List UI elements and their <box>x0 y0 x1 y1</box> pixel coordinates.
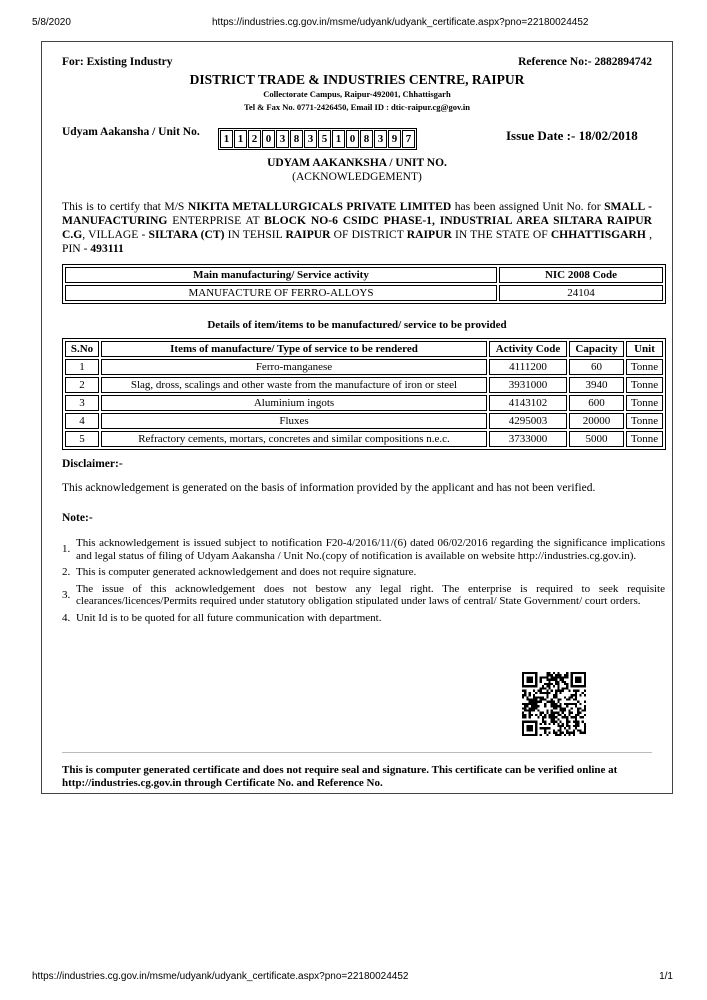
items-table <box>62 338 666 450</box>
unit-digit-box: 9 <box>388 130 401 148</box>
note-text: This acknowledgement is issued subject to notification F20-4/2016/11/(6) dated 06/02/2016 regarding the significance implications and legal status of filing of Udyam Aakansha / Unit No.(copy of notification is available on website http://industries.cg.gov.in). <box>76 537 665 562</box>
item-sno: 4 <box>65 413 99 429</box>
item-description: Aluminium ingots <box>101 395 487 411</box>
item-capacity: 60 <box>569 359 624 375</box>
item-activity-code: 4111200 <box>489 359 567 375</box>
item-capacity: 5000 <box>569 431 624 447</box>
enterprise-category: SMALL - MANUFACTURING <box>62 200 652 227</box>
unit-number-boxes <box>218 128 417 150</box>
unit-digit-box: 1 <box>220 130 233 148</box>
footer-note: This is computer generated certificate and does not require seal and signature. This certificate can be verified online at http://industries.cg.gov.in through Certificate No. and Reference No. <box>62 764 618 789</box>
items-heading: Details of item/items to be manufactured/ service to be provided <box>207 319 507 331</box>
enterprise-address: BLOCK NO-6 CSIDC PHASE-1, INDUSTRIAL AREA SILTARA RAIPUR C.G <box>62 214 653 241</box>
item-capacity: 3940 <box>569 377 624 393</box>
print-url-footer: https://industries.cg.gov.in/msme/udyank/udyank_certificate.aspx?pno=22180024452 <box>32 971 409 982</box>
note-text: This is computer generated acknowledgement and does not require signature. <box>76 566 417 579</box>
item-unit: Tonne <box>626 413 663 429</box>
table-row <box>65 359 663 375</box>
office-contact: Tel & Fax No. 0771-2426450, Email ID : dtic-raipur.cg@gov.in <box>244 102 470 112</box>
note-item <box>62 537 665 562</box>
activity-header: Main manufacturing/ Service activity <box>65 267 497 283</box>
note-item <box>62 566 665 579</box>
item-capacity: 20000 <box>569 413 624 429</box>
nic-code: 24104 <box>499 285 663 301</box>
disclaimer-heading: Disclaimer:- <box>62 458 123 470</box>
company-name: NIKITA METALLURGICALS PRIVATE LIMITED <box>187 200 452 213</box>
state: CHHATTISGARH <box>550 228 646 241</box>
nic-header: NIC 2008 Code <box>499 267 663 283</box>
item-description: Ferro-manganese <box>101 359 487 375</box>
item-description: Refractory cements, mortars, concretes and similar compositions n.e.c. <box>101 431 487 447</box>
unit-digit-box: 1 <box>234 130 247 148</box>
unit-digit-box: 0 <box>262 130 275 148</box>
unit-digit-box: 7 <box>402 130 415 148</box>
note-text: The issue of this acknowledgement does not bestow any legal right. The enterprise is required to seek requisite clearances/licences/Permits required under statutory obligation stipulated under laws of central/ State Government/ court orders. <box>76 582 665 608</box>
col-sno: S.No <box>65 341 99 357</box>
document-title: UDYAM AAKANKSHA / UNIT NO. <box>267 157 447 169</box>
print-url-header: https://industries.cg.gov.in/msme/udyank/udyank_certificate.aspx?pno=22180024452 <box>212 17 589 28</box>
table-row <box>65 377 663 393</box>
unit-digit-box: 3 <box>304 130 317 148</box>
main-activity: MANUFACTURE OF FERRO-ALLOYS <box>65 285 497 301</box>
reference-number: Reference No:- 2882894742 <box>518 56 652 68</box>
unit-digit-box: 0 <box>346 130 359 148</box>
item-capacity: 600 <box>569 395 624 411</box>
item-activity-code: 3733000 <box>489 431 567 447</box>
activity-table <box>62 264 666 304</box>
tehsil: RAIPUR <box>285 228 331 241</box>
col-unit: Unit <box>626 341 663 357</box>
item-unit: Tonne <box>626 431 663 447</box>
note-number: 4. <box>62 611 71 624</box>
table-row <box>65 395 663 411</box>
col-activity-code: Activity Code <box>489 341 567 357</box>
unit-digit-box: 3 <box>374 130 387 148</box>
industry-type: For: Existing Industry <box>62 56 173 68</box>
item-description: Fluxes <box>101 413 487 429</box>
certify-paragraph: This is to certify that M/S NIKITA METALLURGICALS PRIVATE LIMITED has been assigned Unit No. for SMALL - MANUFACTURING ENTERPRISE AT BLOCK NO-6 CSIDC PHASE-1, INDUSTRIAL AREA SILTARA RAIPUR C.G, VILLAGE - SILTARA (CT) IN TEHSIL RAIPUR OF DISTRICT RAIPUR IN THE STATE OF CHHATTISGARH , PIN - 493111 <box>62 200 653 255</box>
unit-digit-box: 5 <box>318 130 331 148</box>
note-item <box>62 583 665 608</box>
note-number: 3. <box>62 589 71 602</box>
table-row <box>65 431 663 447</box>
village: SILTARA (CT) <box>148 228 225 241</box>
unit-digit-box: 3 <box>276 130 289 148</box>
col-capacity: Capacity <box>569 341 624 357</box>
unit-digit-box: 8 <box>290 130 303 148</box>
document-subtitle: (ACKNOWLEDGEMENT) <box>292 171 422 183</box>
item-sno: 2 <box>65 377 99 393</box>
unit-digit-box: 8 <box>360 130 373 148</box>
note-number: 1. <box>62 543 71 556</box>
unit-digit-box: 1 <box>332 130 345 148</box>
disclaimer-text: This acknowledgement is generated on the basis of information provided by the applicant and has not been verified. <box>62 482 596 494</box>
item-activity-code: 4143102 <box>489 395 567 411</box>
item-unit: Tonne <box>626 377 663 393</box>
col-item: Items of manufacture/ Type of service to be rendered <box>101 341 487 357</box>
issue-date: Issue Date :- 18/02/2018 <box>506 128 638 143</box>
item-sno: 5 <box>65 431 99 447</box>
page-number: 1/1 <box>659 971 673 982</box>
item-sno: 3 <box>65 395 99 411</box>
notes-heading: Note:- <box>62 512 93 524</box>
print-date: 5/8/2020 <box>32 17 71 28</box>
item-activity-code: 4295003 <box>489 413 567 429</box>
qr-code <box>522 672 586 736</box>
item-sno: 1 <box>65 359 99 375</box>
unit-label: Udyam Aakansha / Unit No. <box>62 126 200 138</box>
pin-code: 493111 <box>90 242 124 255</box>
divider <box>62 752 652 753</box>
item-unit: Tonne <box>626 395 663 411</box>
office-title: DISTRICT TRADE & INDUSTRIES CENTRE, RAIPUR <box>189 72 525 87</box>
office-address: Collectorate Campus, Raipur-492001, Chhattisgarh <box>263 89 451 99</box>
notes-list <box>62 537 665 629</box>
table-row <box>65 413 663 429</box>
district: RAIPUR <box>406 228 452 241</box>
note-number: 2. <box>62 566 71 579</box>
item-description: Slag, dross, scalings and other waste from the manufacture of iron or steel <box>101 377 487 393</box>
item-activity-code: 3931000 <box>489 377 567 393</box>
note-item <box>62 612 665 625</box>
note-text: Unit Id is to be quoted for all future communication with department. <box>76 611 382 624</box>
item-unit: Tonne <box>626 359 663 375</box>
unit-digit-box: 2 <box>248 130 261 148</box>
